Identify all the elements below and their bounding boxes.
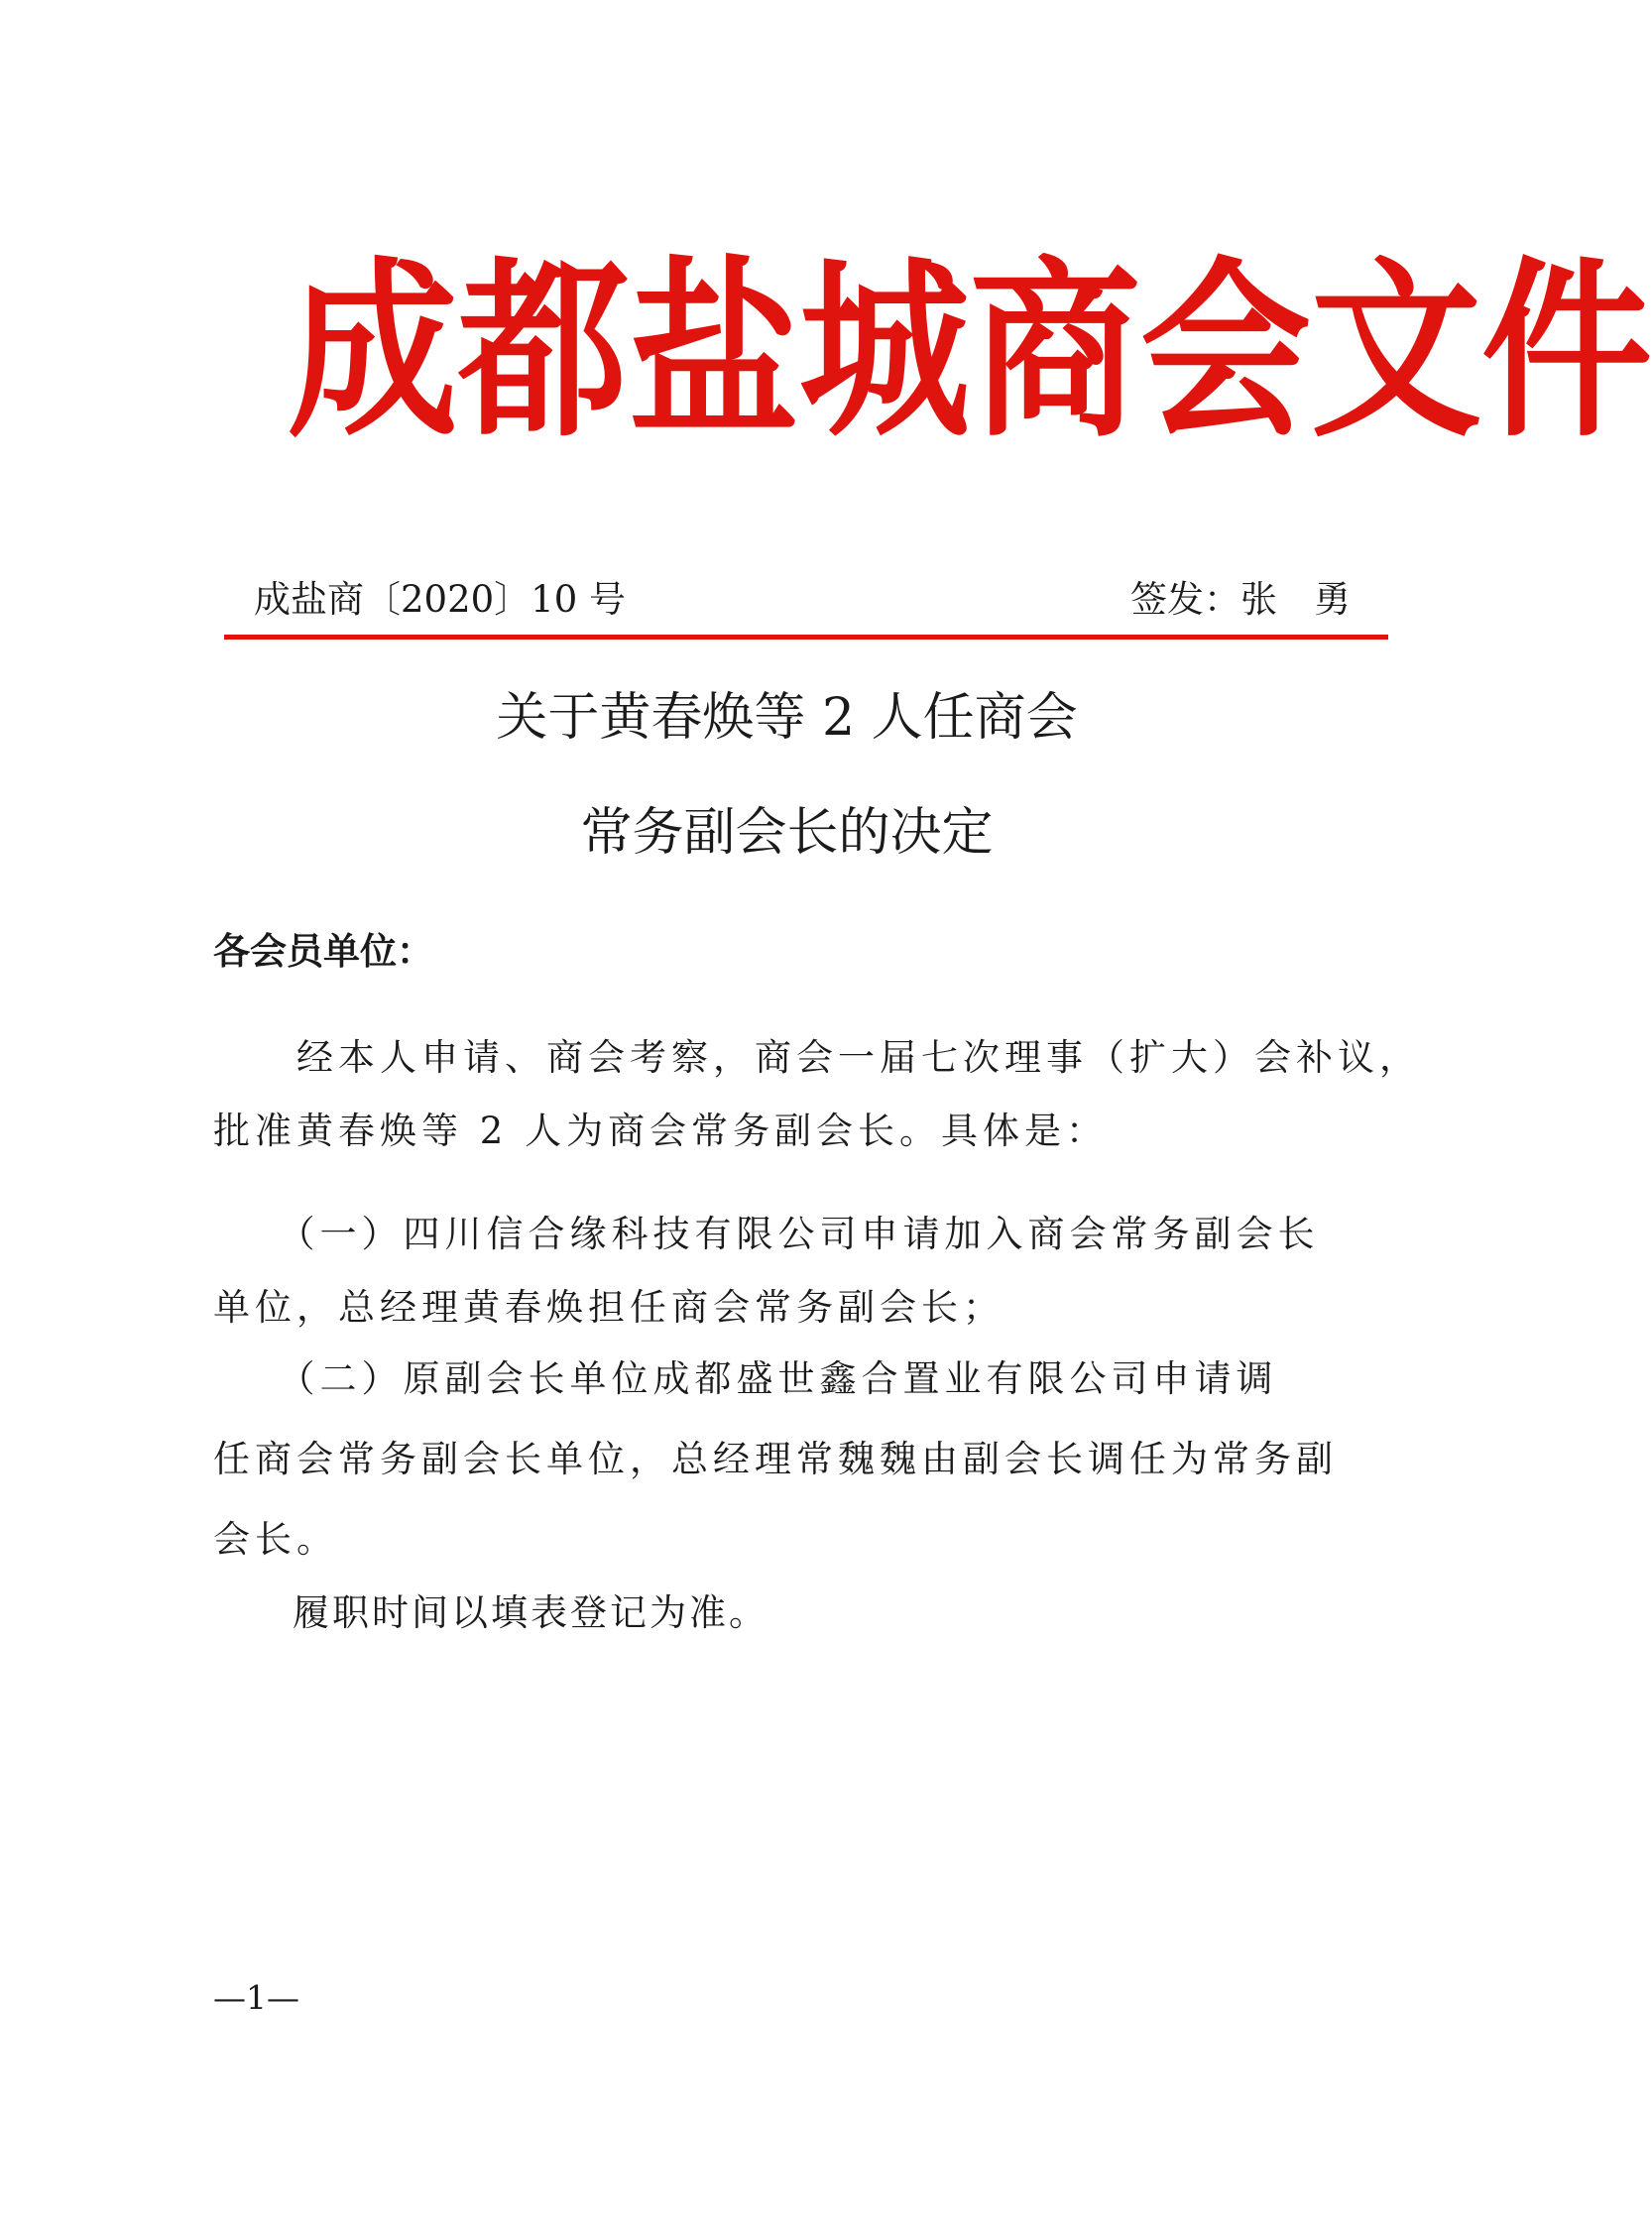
document-title-line-2: 常务副会长的决定: [580, 803, 994, 863]
text-line: （二）原副会长单位成都盛世鑫合置业有限公司申请调: [213, 1357, 1278, 1400]
text-line: 单位，总经理黄春焕担任商会常务副会长；: [213, 1286, 1004, 1329]
masthead-char: 都: [458, 239, 629, 463]
masthead-char: 成: [288, 239, 458, 463]
masthead-char: 文: [1311, 239, 1481, 463]
document-masthead: [288, 239, 1652, 463]
paragraph-item-2: [213, 1339, 1403, 1580]
salutation: 各会员单位：: [213, 930, 433, 973]
masthead-char: 盐: [629, 239, 799, 463]
masthead-char: 城: [799, 239, 970, 463]
paragraph-intro: [213, 1021, 1421, 1168]
page-number: —1—: [213, 1978, 299, 2017]
document-title-line-1: 关于黄春焕等 2 人任商会: [496, 688, 1078, 748]
text-line: 批准黄春焕等 2 人为商会常务副会长。具体是：: [213, 1110, 1109, 1152]
document-number: 成盐商〔2020〕10 号: [254, 578, 627, 621]
text-line: 经本人申请、商会考察，商会一届七次理事（扩大）会补议，: [213, 1036, 1421, 1079]
red-divider-line: [224, 635, 1388, 640]
paragraph-item-1: [213, 1198, 1403, 1345]
masthead-char: 会: [1140, 239, 1311, 463]
masthead-char: 件: [1481, 239, 1652, 463]
text-line: 履职时间以填表登记为准。: [213, 1591, 768, 1634]
text-line: 会长。: [213, 1518, 338, 1561]
masthead-char: 商: [970, 239, 1140, 463]
text-line: （一）四川信合缘科技有限公司申请加入商会常务副会长: [213, 1213, 1320, 1255]
paragraph-closing: [213, 1577, 1403, 1650]
signer: 签发：张 勇: [1130, 578, 1351, 621]
text-line: 任商会常务副会长单位，总经理常魏魏由副会长调任为常务副: [213, 1438, 1338, 1480]
